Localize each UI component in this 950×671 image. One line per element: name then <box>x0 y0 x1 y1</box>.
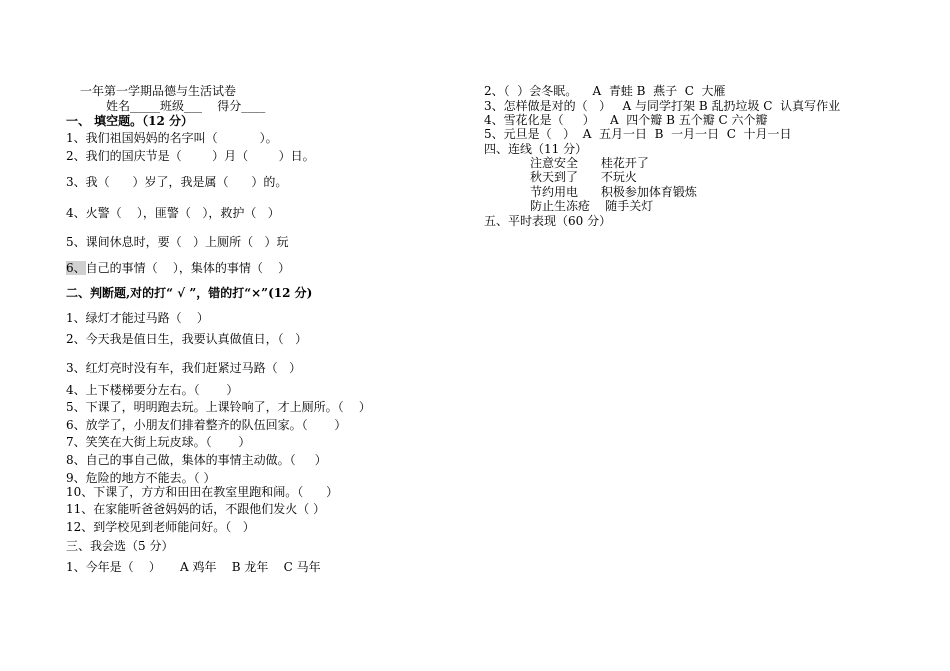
judge-question-10: 10、下课了，方方和田田在教室里跑和闹。（ ） <box>66 485 339 499</box>
section-1-heading: 一、 填空题。（12 分） <box>66 114 194 128</box>
fill-question-3: 3、我（ ）岁了，我是属（ ）的。 <box>66 175 288 189</box>
judge-question-8: 8、自己的事自己做，集体的事情主动做。（ ） <box>66 453 327 467</box>
matching-row-2: 秋天到了 不玩火 <box>530 170 637 184</box>
judge-question-7: 7、笑笑在大街上玩皮球。（ ） <box>66 435 251 449</box>
judge-question-1: 1、绿灯才能过马路（ ） <box>66 311 209 325</box>
judge-question-5: 5、下课了，明明跑去玩。上课铃响了，才上厕所。（ ） <box>66 400 371 414</box>
choice-question-5: 5、元旦是（ ） A 五月一日 B 一月一日 C 十月一日 <box>484 127 792 141</box>
judge-question-4: 4、上下楼梯要分左右。（ ） <box>66 383 239 397</box>
judge-question-12: 12、到学校见到老师能问好。（ ） <box>66 520 255 534</box>
matching-row-4: 防止生冻疮 随手关灯 <box>530 199 654 213</box>
judge-question-2: 2、今天我是值日生，我要认真做值日，（ ） <box>66 332 308 346</box>
judge-question-11: 11、在家能听爸爸妈妈的话，不跟他们发火（ ） <box>66 502 326 516</box>
section-3-heading: 三、我会选（5 分） <box>66 539 174 553</box>
fill-question-1: 1、我们祖国妈妈的名字叫（ ）。 <box>66 131 278 145</box>
section-4-heading: 四、连线（11 分） <box>484 142 588 156</box>
judge-question-3: 3、红灯亮时没有车，我们赶紧过马路（ ） <box>66 361 302 375</box>
fill-question-6 <box>66 261 290 275</box>
matching-row-3: 节约用电 积极参加体育锻炼 <box>530 185 697 199</box>
choice-question-3: 3、怎样做是对的（ ） A 与同学打架 B 乱扔垃圾 C 认真写作业 <box>484 99 841 113</box>
choice-question-4: 4、雪花化是（ ） A 四个瓣 B 五个瓣 C 六个瓣 <box>484 113 768 127</box>
exam-title: 一年第一学期品德与生活试卷 <box>80 84 237 98</box>
section-5-heading: 五、平时表现（60 分） <box>484 214 612 228</box>
section-2-heading: 二、判断题,对的打“ √ ”，错的打“×”(12 分) <box>66 286 313 300</box>
choice-question-2: 2、（ ）会冬眠。 A 青蛙 B 燕子 C 大雁 <box>484 84 726 98</box>
question-6-number: 6、 <box>66 261 86 275</box>
judge-question-6: 6、放学了，小朋友们排着整齐的队伍回家。（ ） <box>66 418 347 432</box>
fill-question-5: 5、课间休息时，要（ ）上厕所（ ）玩 <box>66 235 289 249</box>
judge-question-9: 9、危险的地方不能去。（ ） <box>66 471 216 485</box>
fill-question-2: 2、我们的国庆节是（ ）月（ ）日。 <box>66 149 315 163</box>
matching-row-1: 注意安全 桂花开了 <box>530 156 649 170</box>
question-6-text: 自己的事情（ ），集体的事情（ ） <box>85 261 291 275</box>
choice-question-1: 1、今年是（ ） A 鸡年 B 龙年 C 马年 <box>66 560 321 574</box>
name-class-score-line: 姓名_____班级___ 得分____ <box>106 99 266 113</box>
fill-question-4: 4、火警（ ），匪警（ ），救护（ ） <box>66 206 280 220</box>
